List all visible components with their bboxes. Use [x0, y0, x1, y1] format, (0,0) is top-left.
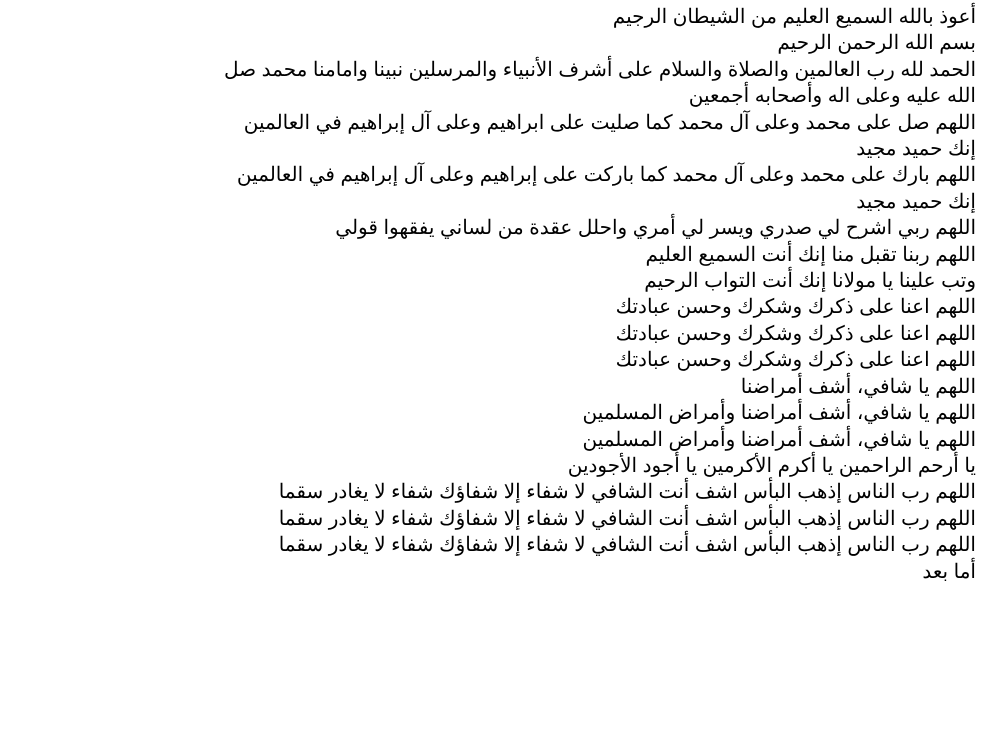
- baraka-line: اللهم بارك على محمد وعلى آل محمد كما باركت على إبراهيم وعلى آل إبراهيم في العالمين: [236, 164, 976, 187]
- dua-line: اللهم ربنا تقبل منا إنك أنت السميع العليم: [645, 243, 976, 266]
- document-body: [56, 4, 976, 585]
- dua-line: اللهم ربي اشرح لي صدري ويسر لي أمري واحلل عقدة من لساني يفقهوا قولي: [335, 217, 976, 240]
- dua-line: اللهم يا شافي، أشف أمراضنا: [740, 375, 976, 398]
- hamd-line: الحمد لله رب العالمين والصلاة والسلام على أشرف الأنبياء والمرسلين نبينا وامامنا محمد صل: [223, 58, 976, 81]
- dua-line: اللهم رب الناس إذهب البأس اشف أنت الشافي لا شفاء إلا شفاؤك شفاء لا يغادر سقما: [278, 534, 976, 557]
- basmala-line: بسم الله الرحمن الرحيم: [777, 32, 976, 55]
- dua-line: اللهم يا شافي، أشف أمراضنا وأمراض المسلمين: [582, 428, 976, 451]
- dua-line: اللهم اعنا على ذكرك وشكرك وحسن عبادتك: [615, 296, 976, 319]
- dua-line: وتب علينا يا مولانا إنك أنت التواب الرحيم: [644, 270, 976, 293]
- dua-line: اللهم اعنا على ذكرك وشكرك وحسن عبادتك: [615, 349, 976, 372]
- baraka-line-ending: إنك حميد مجيد: [856, 190, 976, 213]
- dua-line: اللهم رب الناس إذهب البأس اشف أنت الشافي لا شفاء إلا شفاؤك شفاء لا يغادر سقما: [278, 481, 976, 504]
- salawat-line-ending: إنك حميد مجيد: [856, 138, 976, 161]
- dua-line: اللهم اعنا على ذكرك وشكرك وحسن عبادتك: [615, 322, 976, 345]
- opening-line: أعوذ بالله السميع العليم من الشيطان الرجيم: [612, 6, 976, 28]
- dua-line: يا أرحم الراحمين يا أكرم الأكرمين يا أجود الأجودين: [567, 454, 976, 477]
- salawat-line: اللهم صل على محمد وعلى آل محمد كما صليت على ابراهيم وعلى آل إبراهيم في العالمين: [243, 111, 976, 134]
- hamd-line-continued: الله عليه وعلى اله وأصحابه أجمعين: [688, 85, 976, 108]
- closing-line: أما بعد: [922, 560, 976, 583]
- dua-line: اللهم يا شافي، أشف أمراضنا وأمراض المسلمين: [582, 402, 976, 425]
- dua-line: اللهم رب الناس إذهب البأس اشف أنت الشافي لا شفاء إلا شفاؤك شفاء لا يغادر سقما: [278, 507, 976, 530]
